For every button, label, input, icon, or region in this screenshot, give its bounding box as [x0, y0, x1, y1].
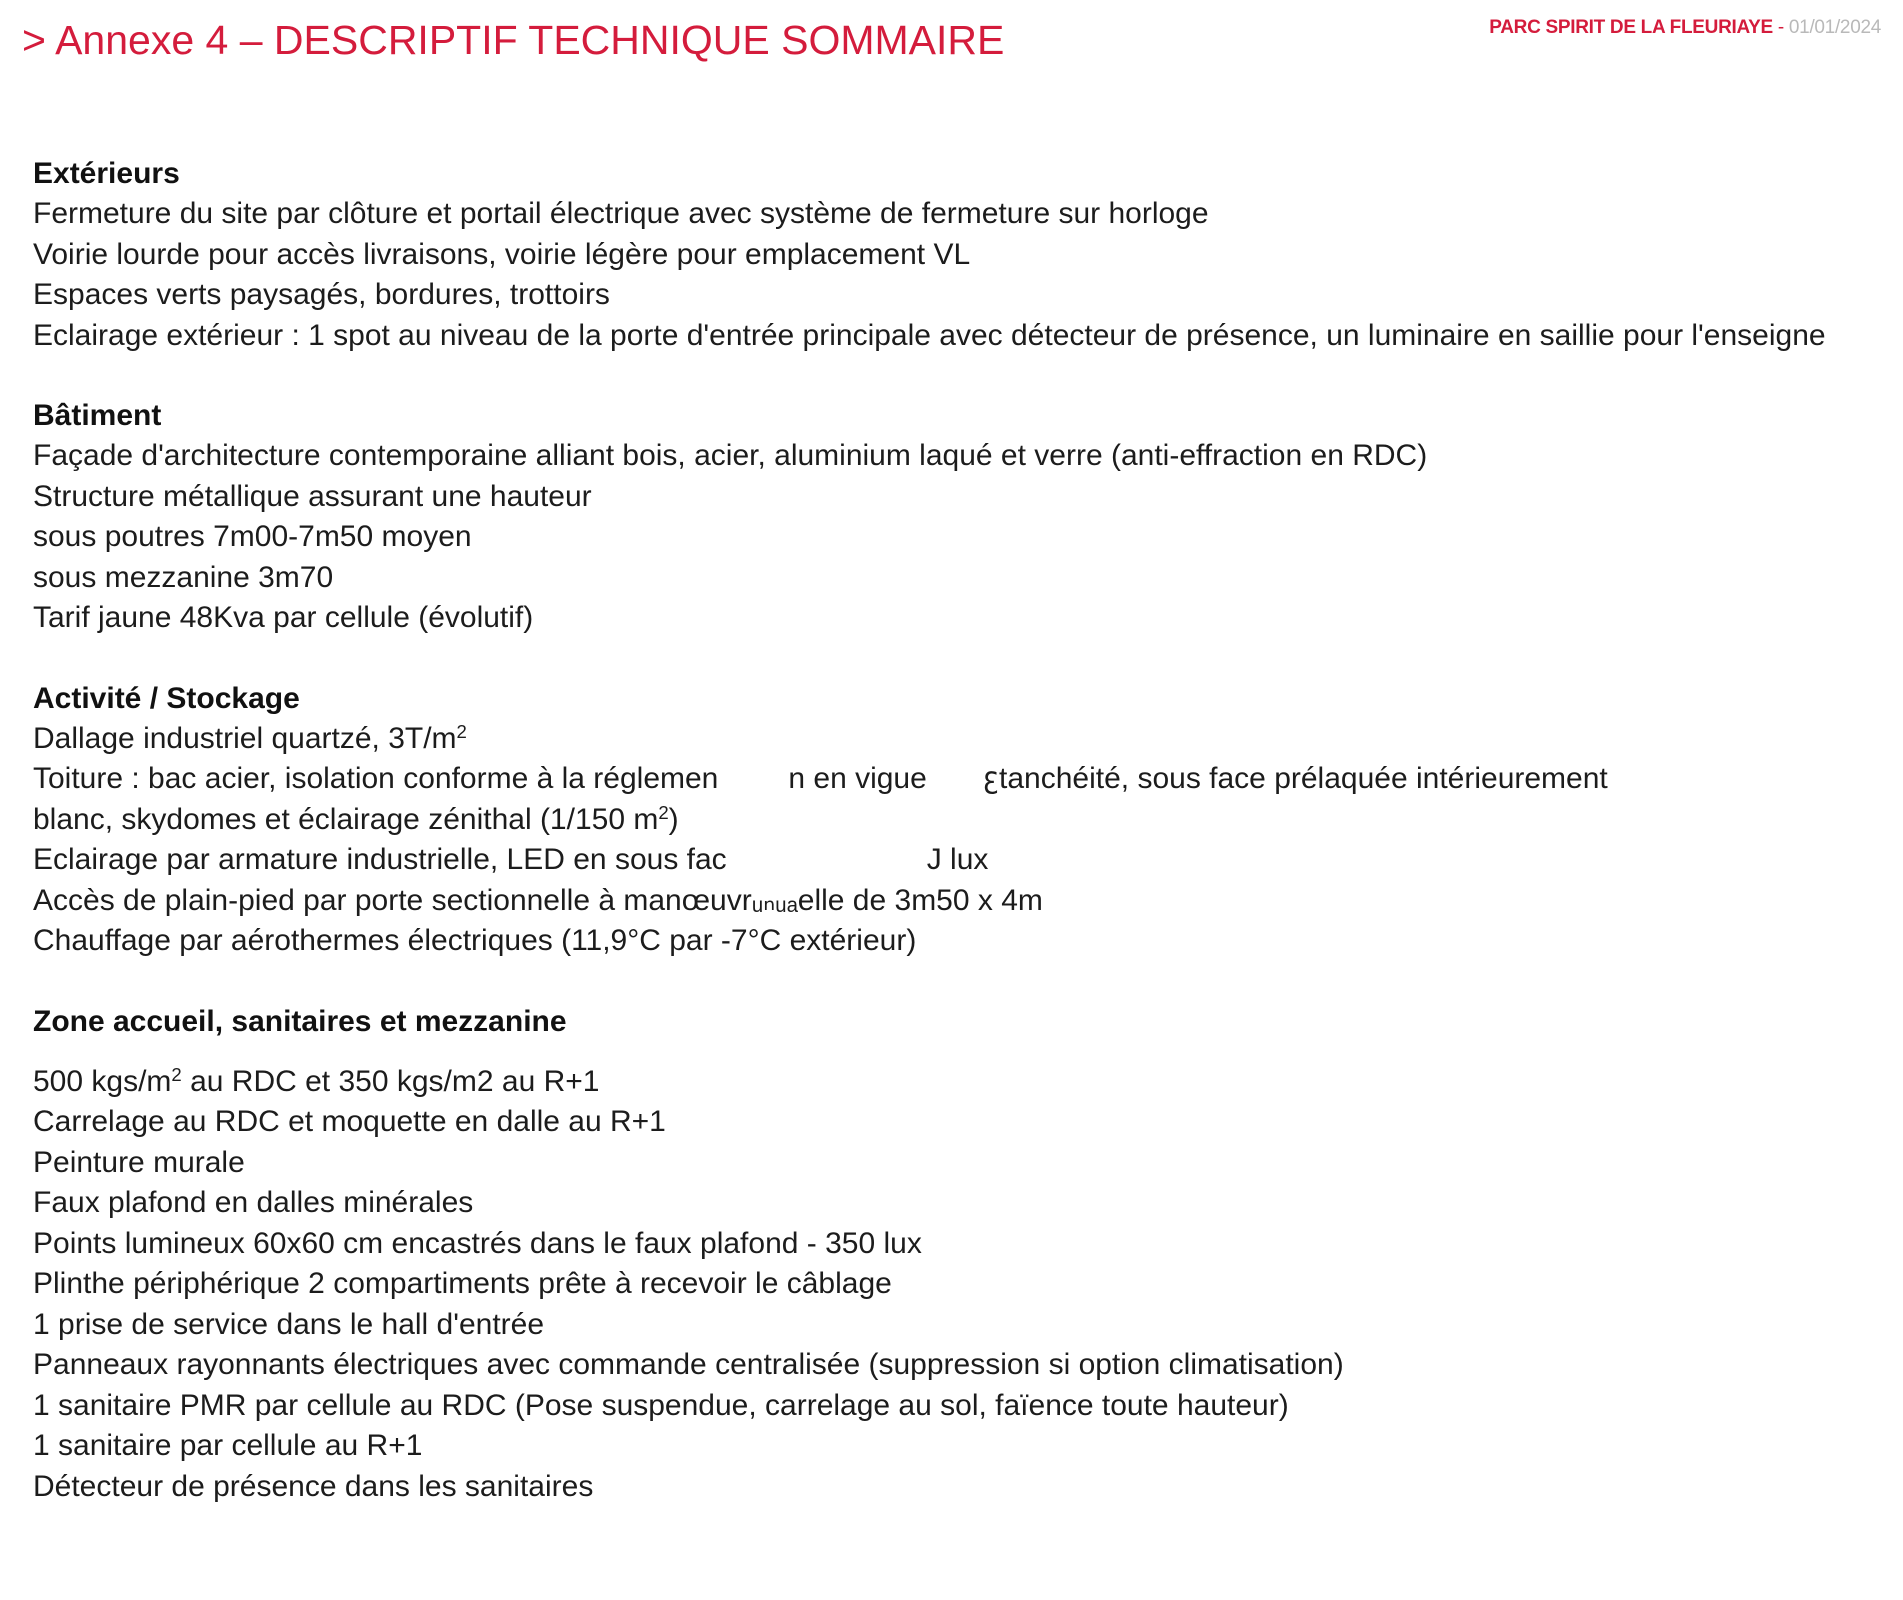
charge-text-part-1: 500 kgs/m — [33, 1064, 172, 1098]
list-item: Détecteur de présence dans les sanitaires — [33, 1469, 594, 1503]
list-item-charge — [33, 1062, 1873, 1103]
document-ref-separator: - — [1772, 17, 1789, 38]
list-item-eclairage — [33, 840, 1873, 881]
list-item: Carrelage au RDC et moquette en dalle au R+1 — [33, 1105, 666, 1138]
section-title: Zone accueil, sanitaires et mezzanine — [33, 1004, 567, 1038]
document-date: 01/01/2024 — [1788, 17, 1881, 38]
list-item: Façade d'architecture contemporaine alliant bois, acier, aluminium laqué et verre (anti-effraction en RDC) — [33, 439, 1428, 472]
toiture-text-part-5: ) — [668, 802, 679, 836]
list-item: Espaces verts paysagés, bordures, trottoirs — [33, 278, 610, 311]
document-body — [33, 154, 1873, 1547]
list-item-toiture — [33, 759, 1873, 800]
list-item-dallage — [33, 719, 1873, 760]
toiture-text-part-1: Toiture : bac acier, isolation conforme à la réglemen — [33, 762, 719, 795]
eclairage-text-part-2: J lux — [926, 843, 989, 876]
list-item: Tarif jaune 48Kva par cellule (évolutif) — [33, 601, 534, 634]
list-item: Panneaux rayonnants électriques avec commande centralisée (suppression si option climatisation) — [33, 1348, 1344, 1381]
section-batiment — [33, 396, 1873, 639]
list-item-toiture-continued — [33, 800, 1873, 841]
acces-text-part-2: ᵤₙᵤₐelle de 3m50 x 4m — [751, 883, 1043, 917]
list-item: sous mezzanine 3m70 — [33, 560, 334, 594]
charge-text-part-2: au RDC et 350 kgs/m2 au R+1 — [181, 1064, 600, 1098]
toiture-text-part-4: blanc, skydomes et éclairage zénithal (1/150 m — [33, 802, 659, 836]
section-exterieurs — [33, 154, 1873, 356]
section-title: Activité / Stockage — [33, 681, 300, 715]
toiture-text-part-2: n en vigue — [788, 762, 927, 795]
document-name: PARC SPIRIT DE LA FLEURIAYE — [1489, 17, 1773, 38]
superscript: 2 — [456, 720, 467, 742]
list-item: Plinthe périphérique 2 compartiments prête à recevoir le câblage — [33, 1267, 892, 1300]
toiture-text-part-3: ꜫtanchéité, sous face prélaquée intérieurement — [982, 762, 1608, 795]
document-reference — [1489, 16, 1881, 40]
list-item: sous poutres 7m00-7m50 moyen — [33, 520, 472, 553]
list-item: Points lumineux 60x60 cm encastrés dans le faux plafond - 350 lux — [33, 1226, 922, 1260]
acces-text-part-1: Accès de plain-pied par porte sectionnelle à manœuvr — [33, 883, 752, 917]
list-item: Eclairage extérieur : 1 spot au niveau de la porte d'entrée principale avec détecteur de présence, un luminaire en saillie pour l'enseigne — [33, 318, 1826, 352]
section-title: Extérieurs — [33, 157, 180, 190]
list-item: Peinture murale — [33, 1145, 245, 1179]
list-item: 1 sanitaire par cellule au R+1 — [33, 1429, 423, 1462]
section-title: Bâtiment — [33, 399, 162, 432]
list-item: 1 sanitaire PMR par cellule au RDC (Pose suspendue, carrelage au sol, faïence toute hauteur) — [33, 1388, 1289, 1422]
page-title: > Annexe 4 – DESCRIPTIF TECHNIQUE SOMMAIRE — [22, 17, 1005, 63]
dallage-text: Dallage industriel quartzé, 3T/m — [33, 721, 457, 755]
page-header — [22, 14, 1881, 74]
eclairage-text-part-1: Eclairage par armature industrielle, LED en sous fac — [33, 843, 727, 876]
superscript: 2 — [171, 1063, 182, 1085]
section-zone-accueil — [33, 1002, 1873, 1508]
list-item: Faux plafond en dalles minérales — [33, 1186, 474, 1219]
list-item-acces — [33, 881, 1873, 922]
list-item: 1 prise de service dans le hall d'entrée — [33, 1307, 545, 1341]
list-item: Voirie lourde pour accès livraisons, voirie légère pour emplacement VL — [33, 237, 971, 271]
list-item: Fermeture du site par clôture et portail électrique avec système de fermeture sur horloge — [33, 197, 1209, 230]
section-activite-stockage — [33, 679, 1873, 962]
superscript: 2 — [658, 801, 669, 823]
list-item: Structure métallique assurant une hauteur — [33, 479, 592, 513]
list-item-chauffage: Chauffage par aérothermes électriques (11,9°C par -7°C extérieur) — [33, 924, 917, 957]
